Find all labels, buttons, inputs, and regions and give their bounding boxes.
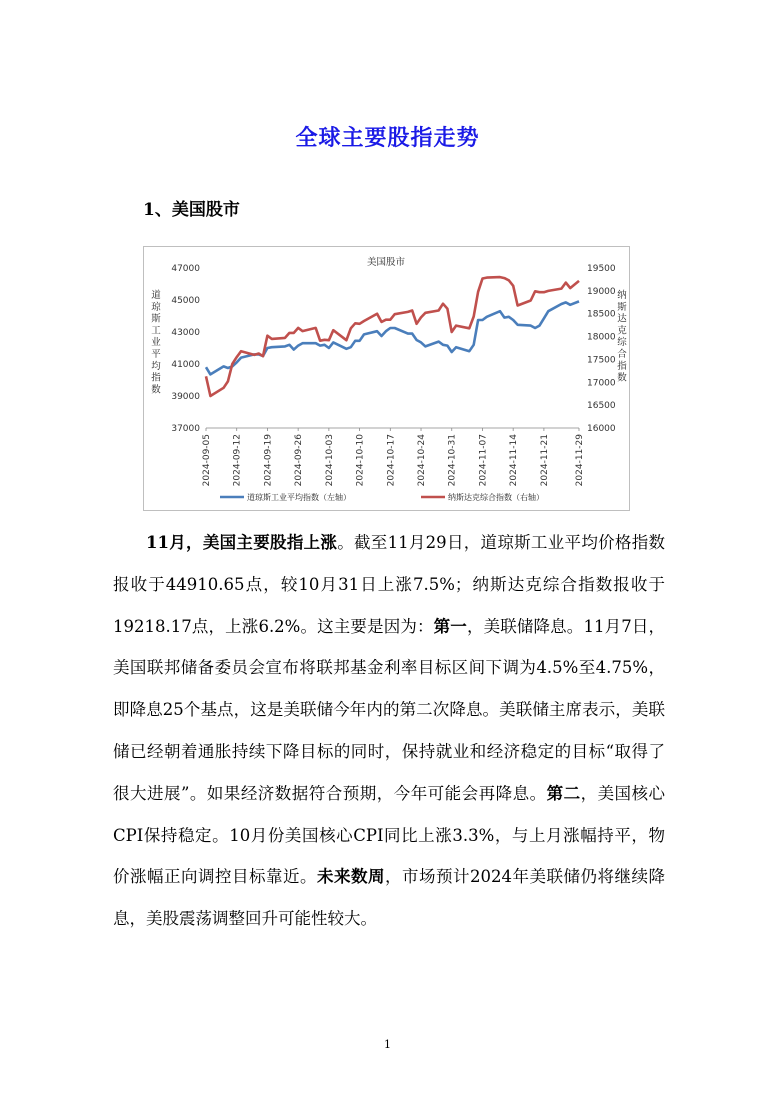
x-tick-label: 2024-09-19	[263, 434, 274, 487]
x-tick-label: 2024-09-12	[232, 434, 243, 487]
us-stock-chart	[143, 246, 630, 511]
left-tick-label: 43000	[171, 328, 200, 338]
bold-phrase: 11月，美国主要股指上涨	[146, 533, 338, 552]
x-tick-label: 2024-10-24	[417, 434, 428, 487]
right-tick-label: 17000	[587, 378, 616, 389]
body-paragraph	[113, 522, 665, 940]
left-tick-label: 37000	[171, 424, 200, 434]
nasdaq-series-line	[206, 277, 579, 396]
left-tick-label: 45000	[171, 296, 200, 306]
axis-label-char: 克	[617, 325, 627, 337]
chart-canvas	[144, 247, 629, 510]
legend	[220, 492, 544, 502]
left-tick-label: 41000	[171, 360, 200, 370]
right-tick-label: 18000	[587, 332, 616, 343]
axis-label-char: 指	[617, 360, 627, 372]
text-run: ，美联储降息。11月7日，美国联邦储备委员会宣布将联邦基金利率目标区间下调为4.5%至4.75%，即降息25个基点，这是美联储今年内的第二次降息。美联储主席表示，美联储已经朝着通胀持续下降目标的同时，保持就业和经济稳定的目标“取得了很大进展”。如果经济数据符合预期，今年可能会再降息。	[113, 616, 666, 803]
axis-label-char: 综	[617, 337, 627, 349]
bold-phrase: 未来数周	[317, 867, 385, 887]
text-run: 。截至11月29日，道琼斯工业平均价格指数报收于44910.65点，较10月31日上涨7.5%；纳斯达克综合指数报收于19218.17点，上涨6.2%。这主要是因为：	[113, 533, 665, 636]
x-tick-label: 2024-10-03	[324, 434, 335, 487]
axis-label-char: 工	[151, 325, 161, 337]
x-tick-label: 2024-11-21	[539, 434, 550, 487]
x-tick-label: 2024-10-31	[447, 434, 458, 487]
right-tick-label: 16500	[587, 401, 616, 412]
x-tick-label: 2024-10-17	[386, 434, 397, 487]
x-tick-label: 2024-11-14	[509, 434, 520, 487]
page-title: 全球主要股指走势	[295, 125, 480, 151]
left-axis-label	[151, 289, 161, 395]
right-tick-label: 19500	[587, 264, 616, 274]
bold-phrase: 第一	[433, 616, 467, 636]
axis-label-char: 数	[617, 372, 627, 384]
axis-label-char: 合	[617, 349, 627, 360]
paragraph-text	[113, 522, 665, 940]
x-tick-label: 2024-11-29	[575, 434, 585, 487]
axis-label-char: 斯	[617, 301, 627, 313]
legend-label-nasdaq: 纳斯达克综合指数（右轴）	[448, 493, 544, 502]
axis-label-char: 均	[151, 360, 161, 372]
axis-label-char: 道	[151, 290, 161, 301]
axis-label-char: 指	[151, 372, 161, 384]
text-run: ，美国核心CPI保持稳定。10月份美国核心CPI同比上涨3.3%，与上月涨幅持平，物价涨幅正向调控目标靠近。	[113, 783, 666, 887]
chart-title: 美国股市	[366, 257, 406, 268]
right-axis-ticks	[587, 264, 616, 434]
axis-label-char: 琼	[151, 301, 161, 313]
axis-label-char: 斯	[151, 313, 161, 325]
dow-series-line	[206, 301, 579, 374]
left-tick-label: 39000	[171, 392, 200, 402]
right-tick-label: 19000	[587, 286, 616, 297]
page-number: 1	[384, 1038, 391, 1051]
axis-label-char: 业	[151, 337, 161, 349]
x-axis-ticks	[202, 428, 585, 486]
right-tick-label: 17500	[587, 355, 616, 366]
right-tick-label: 16000	[587, 424, 616, 434]
axis-label-char: 数	[151, 384, 161, 396]
section-heading: 1、美国股市	[143, 200, 240, 220]
bold-phrase: 第二	[546, 783, 581, 803]
axis-label-char: 纳	[617, 290, 627, 301]
left-axis-ticks	[171, 264, 200, 434]
x-tick-label: 2024-11-07	[478, 434, 489, 487]
x-tick-label: 2024-10-10	[355, 434, 366, 487]
axis-label-char: 达	[617, 313, 627, 325]
x-tick-label: 2024-09-26	[294, 434, 305, 487]
legend-label-dow: 道琼斯工业平均指数（左轴）	[247, 493, 351, 502]
right-tick-label: 18500	[587, 309, 616, 320]
left-tick-label: 47000	[171, 264, 200, 274]
right-axis-label	[617, 289, 627, 384]
axis-label-char: 平	[151, 349, 161, 360]
x-tick-label: 2024-09-05	[202, 434, 212, 487]
text-run: ，市场预计2024年美联储仍将继续降息，美股震荡调整回升可能性较大。	[113, 867, 665, 929]
